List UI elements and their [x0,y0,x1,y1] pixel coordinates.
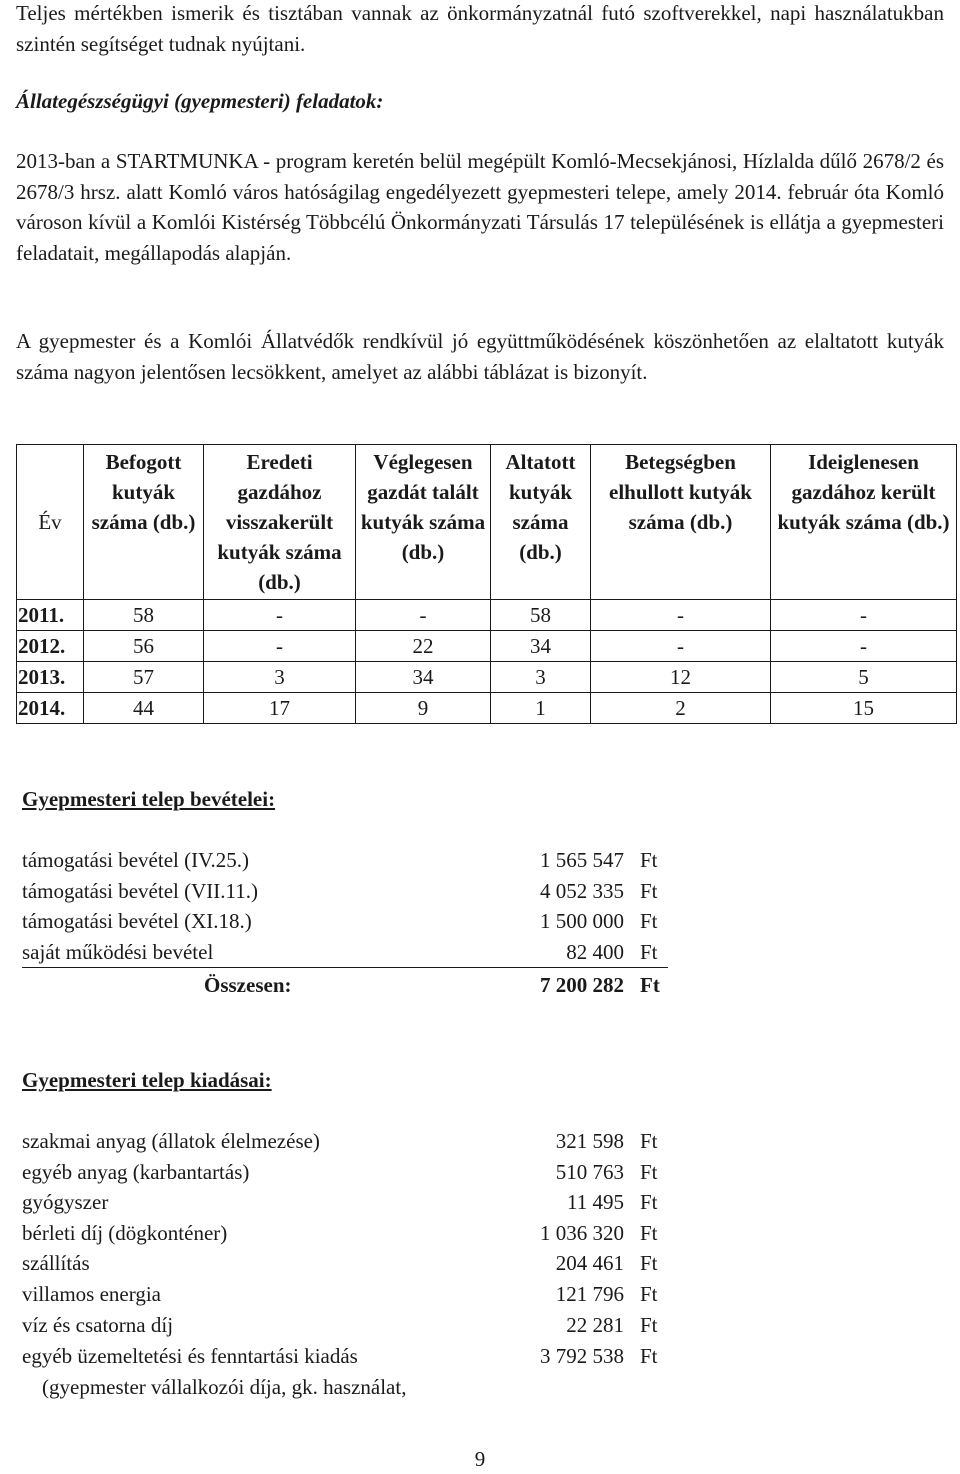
table-header-cell: Ideiglenesen gazdához került kutyák száma (db.) [771,445,957,600]
expense-item-currency: Ft [640,1344,658,1368]
income-item-amount: 4 052 335 [540,879,624,903]
expense-item [22,1279,668,1309]
expense-item [22,1187,668,1217]
table-cell: 17 [204,693,356,724]
expense-item-amount: 22 281 [566,1313,624,1337]
expense-item [22,1218,668,1248]
table-cell: 58 [491,600,591,631]
expenses-section-title: Gyepmesteri telep kiadásai: [22,1068,272,1092]
table-header-row [17,445,957,600]
expense-item [22,1126,668,1156]
income-item-label: támogatási bevétel (VII.11.) [22,879,258,903]
income-item-currency: Ft [640,848,658,872]
table-cell: 57 [84,662,204,693]
table-cell-year: 2011. [17,600,84,631]
income-item [22,876,668,906]
table-cell-year: 2012. [17,631,84,662]
expense-item [22,1310,668,1340]
expense-item-label: szakmai anyag (állatok élelmezése) [22,1129,320,1153]
table-header-cell: Év [17,445,84,600]
expense-item-amount: 321 598 [555,1129,624,1153]
table-cell-year: 2014. [17,693,84,724]
income-item-label: támogatási bevétel (XI.18.) [22,909,252,933]
table-header-cell: Véglegesen gazdát talált kutyák száma (db.) [356,445,491,600]
expense-continuation [22,1372,668,1402]
intro-paragraph: Teljes mértékben ismerik és tisztában vannak az önkormányzatnál futó szoftverekkel, napi használatukban szintén segítséget tudnak nyújtani. [16,1,944,56]
expense-item-currency: Ft [640,1221,658,1245]
page-number: 9 [474,1447,486,1471]
income-item-currency: Ft [640,940,658,964]
table-cell: 12 [591,662,771,693]
table-cell: 3 [491,662,591,693]
income-total-currency: Ft [640,973,660,997]
table-cell: - [591,600,771,631]
table-cell: 9 [356,693,491,724]
income-item-currency: Ft [640,879,658,903]
expense-item-label: víz és csatorna díj [22,1313,174,1337]
table-row [17,693,957,724]
expense-item-amount: 204 461 [555,1251,624,1275]
table-cell: - [204,600,356,631]
income-item [22,906,668,936]
body-paragraph-startmunka: 2013-ban a STARTMUNKA - program keretén belül megépült Komló-Mecsekjánosi, Hízlalda dűlő 2678/2 és 2678/3 hrsz. alatt Komló város hatóságilag engedélyezett gyepmesteri telepe, amely 2014. február óta Komló városon kívül a Komlói Kistérség Többcélú Önkormányzati Társulás 17 településének is ellátja a gyepmesteri feladatait, megállapodás alapján. [16,149,944,265]
table-header-cell: Befogott kutyák száma (db.) [84,445,204,600]
table-header-cell: Betegségben elhullott kutyák száma (db.) [591,445,771,600]
expense-item-currency: Ft [640,1129,658,1153]
income-item-amount: 1 500 000 [540,909,624,933]
table-cell: 2 [591,693,771,724]
expense-item [22,1248,668,1278]
expense-item-amount: 11 495 [567,1190,624,1214]
section-heading: Állategészségügyi (gyepmesteri) feladatok: [16,89,384,113]
table-cell: 58 [84,600,204,631]
income-item-amount: 82 400 [566,940,624,964]
income-section-title: Gyepmesteri telep bevételei: [22,787,276,811]
table-cell: - [771,600,957,631]
expense-item [22,1341,668,1371]
expense-item-amount: 510 763 [555,1160,624,1184]
expense-item-currency: Ft [640,1313,658,1337]
table-cell: 34 [491,631,591,662]
expense-item-label: szállítás [22,1251,90,1275]
expense-item-label: gyógyszer [22,1190,109,1214]
table-cell: 5 [771,662,957,693]
table-cell: 22 [356,631,491,662]
expense-item-currency: Ft [640,1282,658,1306]
table-row [17,600,957,631]
table-cell: 44 [84,693,204,724]
income-item-currency: Ft [640,909,658,933]
table-cell: 1 [491,693,591,724]
expense-item-label: egyéb anyag (karbantartás) [22,1160,250,1184]
table-cell: 3 [204,662,356,693]
income-item-label: támogatási bevétel (IV.25.) [22,848,250,872]
expense-item-label: egyéb üzemeltetési és fenntartási kiadás [22,1344,358,1368]
table-cell: - [591,631,771,662]
table-cell: 56 [84,631,204,662]
income-total [22,970,668,1000]
body-paragraph-cooperation: A gyepmester és a Komlói Állatvédők rendkívül jó együttműködésének köszönhetően az elaltatott kutyák száma nagyon jelentősen lecsökkent, amelyet az alábbi táblázat is bizonyít. [16,329,944,384]
income-total-amount: 7 200 282 [540,973,624,997]
table-header-cell: Eredeti gazdához visszakerült kutyák száma (db.) [204,445,356,600]
expense-item [22,1157,668,1187]
table-cell: - [204,631,356,662]
table-cell-year: 2013. [17,662,84,693]
expense-item-amount: 3 792 538 [540,1344,624,1368]
expense-item-label: villamos energia [22,1282,161,1306]
expense-item-currency: Ft [640,1160,658,1184]
table-header-cell: Altatott kutyák száma (db.) [491,445,591,600]
table-cell: 15 [771,693,957,724]
income-item [22,937,668,968]
table-cell: - [771,631,957,662]
income-item [22,845,668,875]
expense-continuation-text: (gyepmester vállalkozói díja, gk. használat, [42,1375,407,1399]
income-total-label: Összesen: [204,973,292,997]
table-cell: - [356,600,491,631]
income-item-amount: 1 565 547 [540,848,624,872]
income-item-label: saját működési bevétel [22,940,214,964]
expense-item-currency: Ft [640,1251,658,1275]
dog-statistics-table [16,444,957,724]
expense-item-label: bérleti díj (dögkonténer) [22,1221,228,1245]
expense-item-amount: 1 036 320 [540,1221,624,1245]
expense-item-currency: Ft [640,1190,658,1214]
table-row [17,662,957,693]
table-cell: 34 [356,662,491,693]
expense-item-amount: 121 796 [555,1282,624,1306]
table-row [17,631,957,662]
